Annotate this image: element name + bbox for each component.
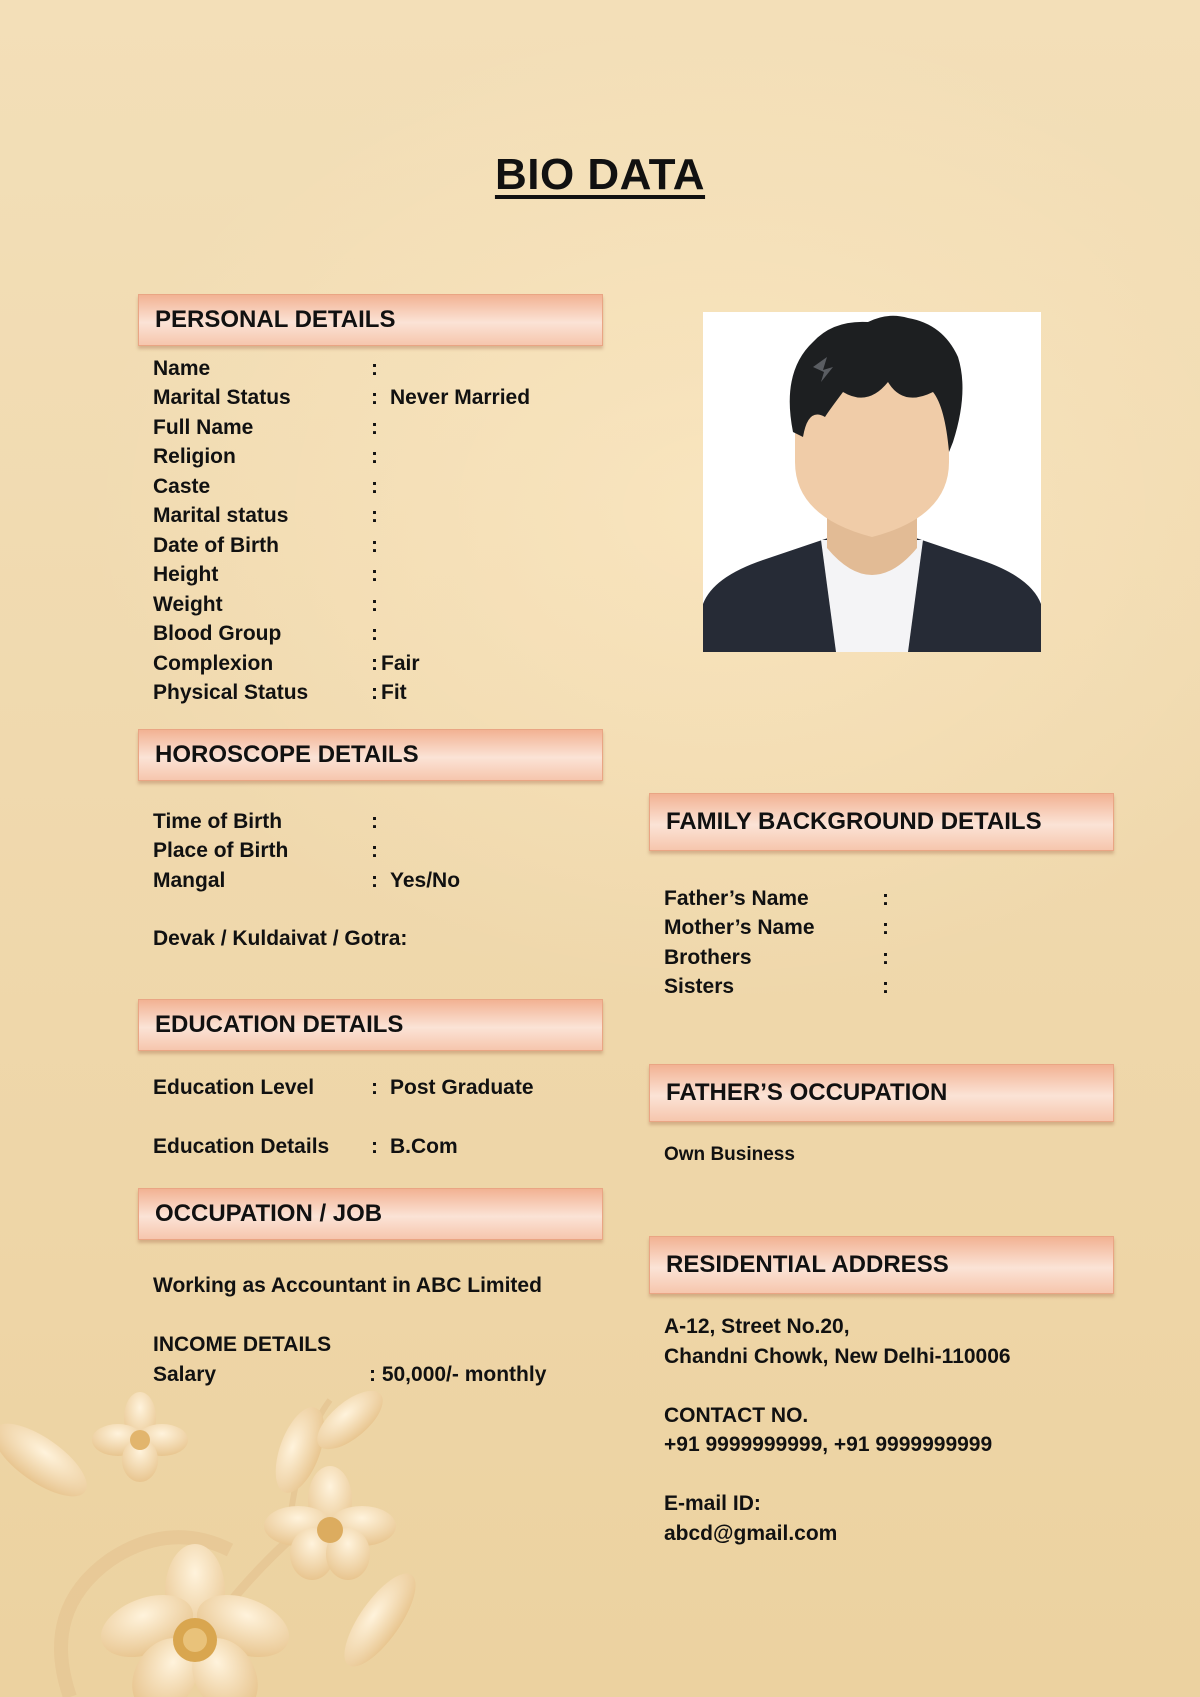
personal-row: Complexion : Fair [153, 651, 420, 675]
horoscope-details-header: HOROSCOPE DETAILS [138, 729, 603, 781]
address-line-1: A-12, Street No.20, [664, 1315, 850, 1338]
personal-row: Caste : [153, 474, 378, 498]
avatar-placeholder-icon [703, 312, 1041, 652]
personal-row: Marital Status : Never Married [153, 386, 531, 410]
email-heading: E-mail ID: [664, 1492, 761, 1515]
residential-address-header: RESIDENTIAL ADDRESS [649, 1236, 1114, 1294]
personal-row: Physical Status : Fit [153, 681, 407, 705]
horoscope-details-list [153, 807, 460, 896]
horoscope-row: Mangal : Yes/No [153, 868, 461, 892]
occupation-text: Working as Accountant in ABC Limited [153, 1274, 542, 1297]
father-occupation-header: FATHER’S OCCUPATION [649, 1064, 1114, 1122]
personal-row: Weight : [153, 592, 378, 616]
contact-value: +91 9999999999, +91 9999999999 [664, 1433, 993, 1456]
personal-details-header: PERSONAL DETAILS [138, 294, 603, 346]
personal-row: Height : [153, 563, 378, 587]
education-details-header: EDUCATION DETAILS [138, 999, 603, 1051]
family-row: Mother’s Name : [664, 916, 889, 940]
personal-row: Marital status : [153, 504, 378, 528]
personal-row: Full Name : [153, 415, 378, 439]
personal-row: Date of Birth : [153, 533, 378, 557]
salary-value: : 50,000/- monthly [369, 1363, 547, 1386]
income-heading: INCOME DETAILS [153, 1333, 332, 1356]
education-row: Education Level : Post Graduate [153, 1075, 534, 1099]
father-occupation-text: Own Business [664, 1144, 795, 1165]
personal-row: Religion : [153, 445, 378, 469]
personal-row: Name : [153, 356, 378, 380]
flower-decoration-icon [0, 1380, 470, 1697]
horoscope-row: Time of Birth : [153, 809, 378, 833]
horoscope-row: Place of Birth : [153, 839, 378, 863]
email-value: abcd@gmail.com [664, 1522, 838, 1545]
profile-photo [703, 312, 1041, 652]
family-row: Brothers : [664, 945, 889, 969]
family-details-list [664, 884, 898, 1002]
address-line-2: Chandni Chowk, New Delhi-110006 [664, 1345, 1011, 1368]
education-row: Education Details : B.Com [153, 1134, 458, 1158]
contact-heading: CONTACT NO. [664, 1404, 809, 1427]
gotra-label: Devak / Kuldaivat / Gotra: [153, 927, 408, 950]
education-details-list [153, 1073, 534, 1162]
occupation-header: OCCUPATION / JOB [138, 1188, 603, 1240]
personal-row: Blood Group : [153, 622, 378, 646]
family-background-header: FAMILY BACKGROUND DETAILS [649, 793, 1114, 851]
family-row: Father’s Name : [664, 886, 889, 910]
salary-label: Salary [153, 1363, 217, 1386]
page-title: BIO DATA [494, 150, 706, 199]
family-row: Sisters : [664, 975, 889, 999]
personal-details-list [153, 354, 530, 708]
